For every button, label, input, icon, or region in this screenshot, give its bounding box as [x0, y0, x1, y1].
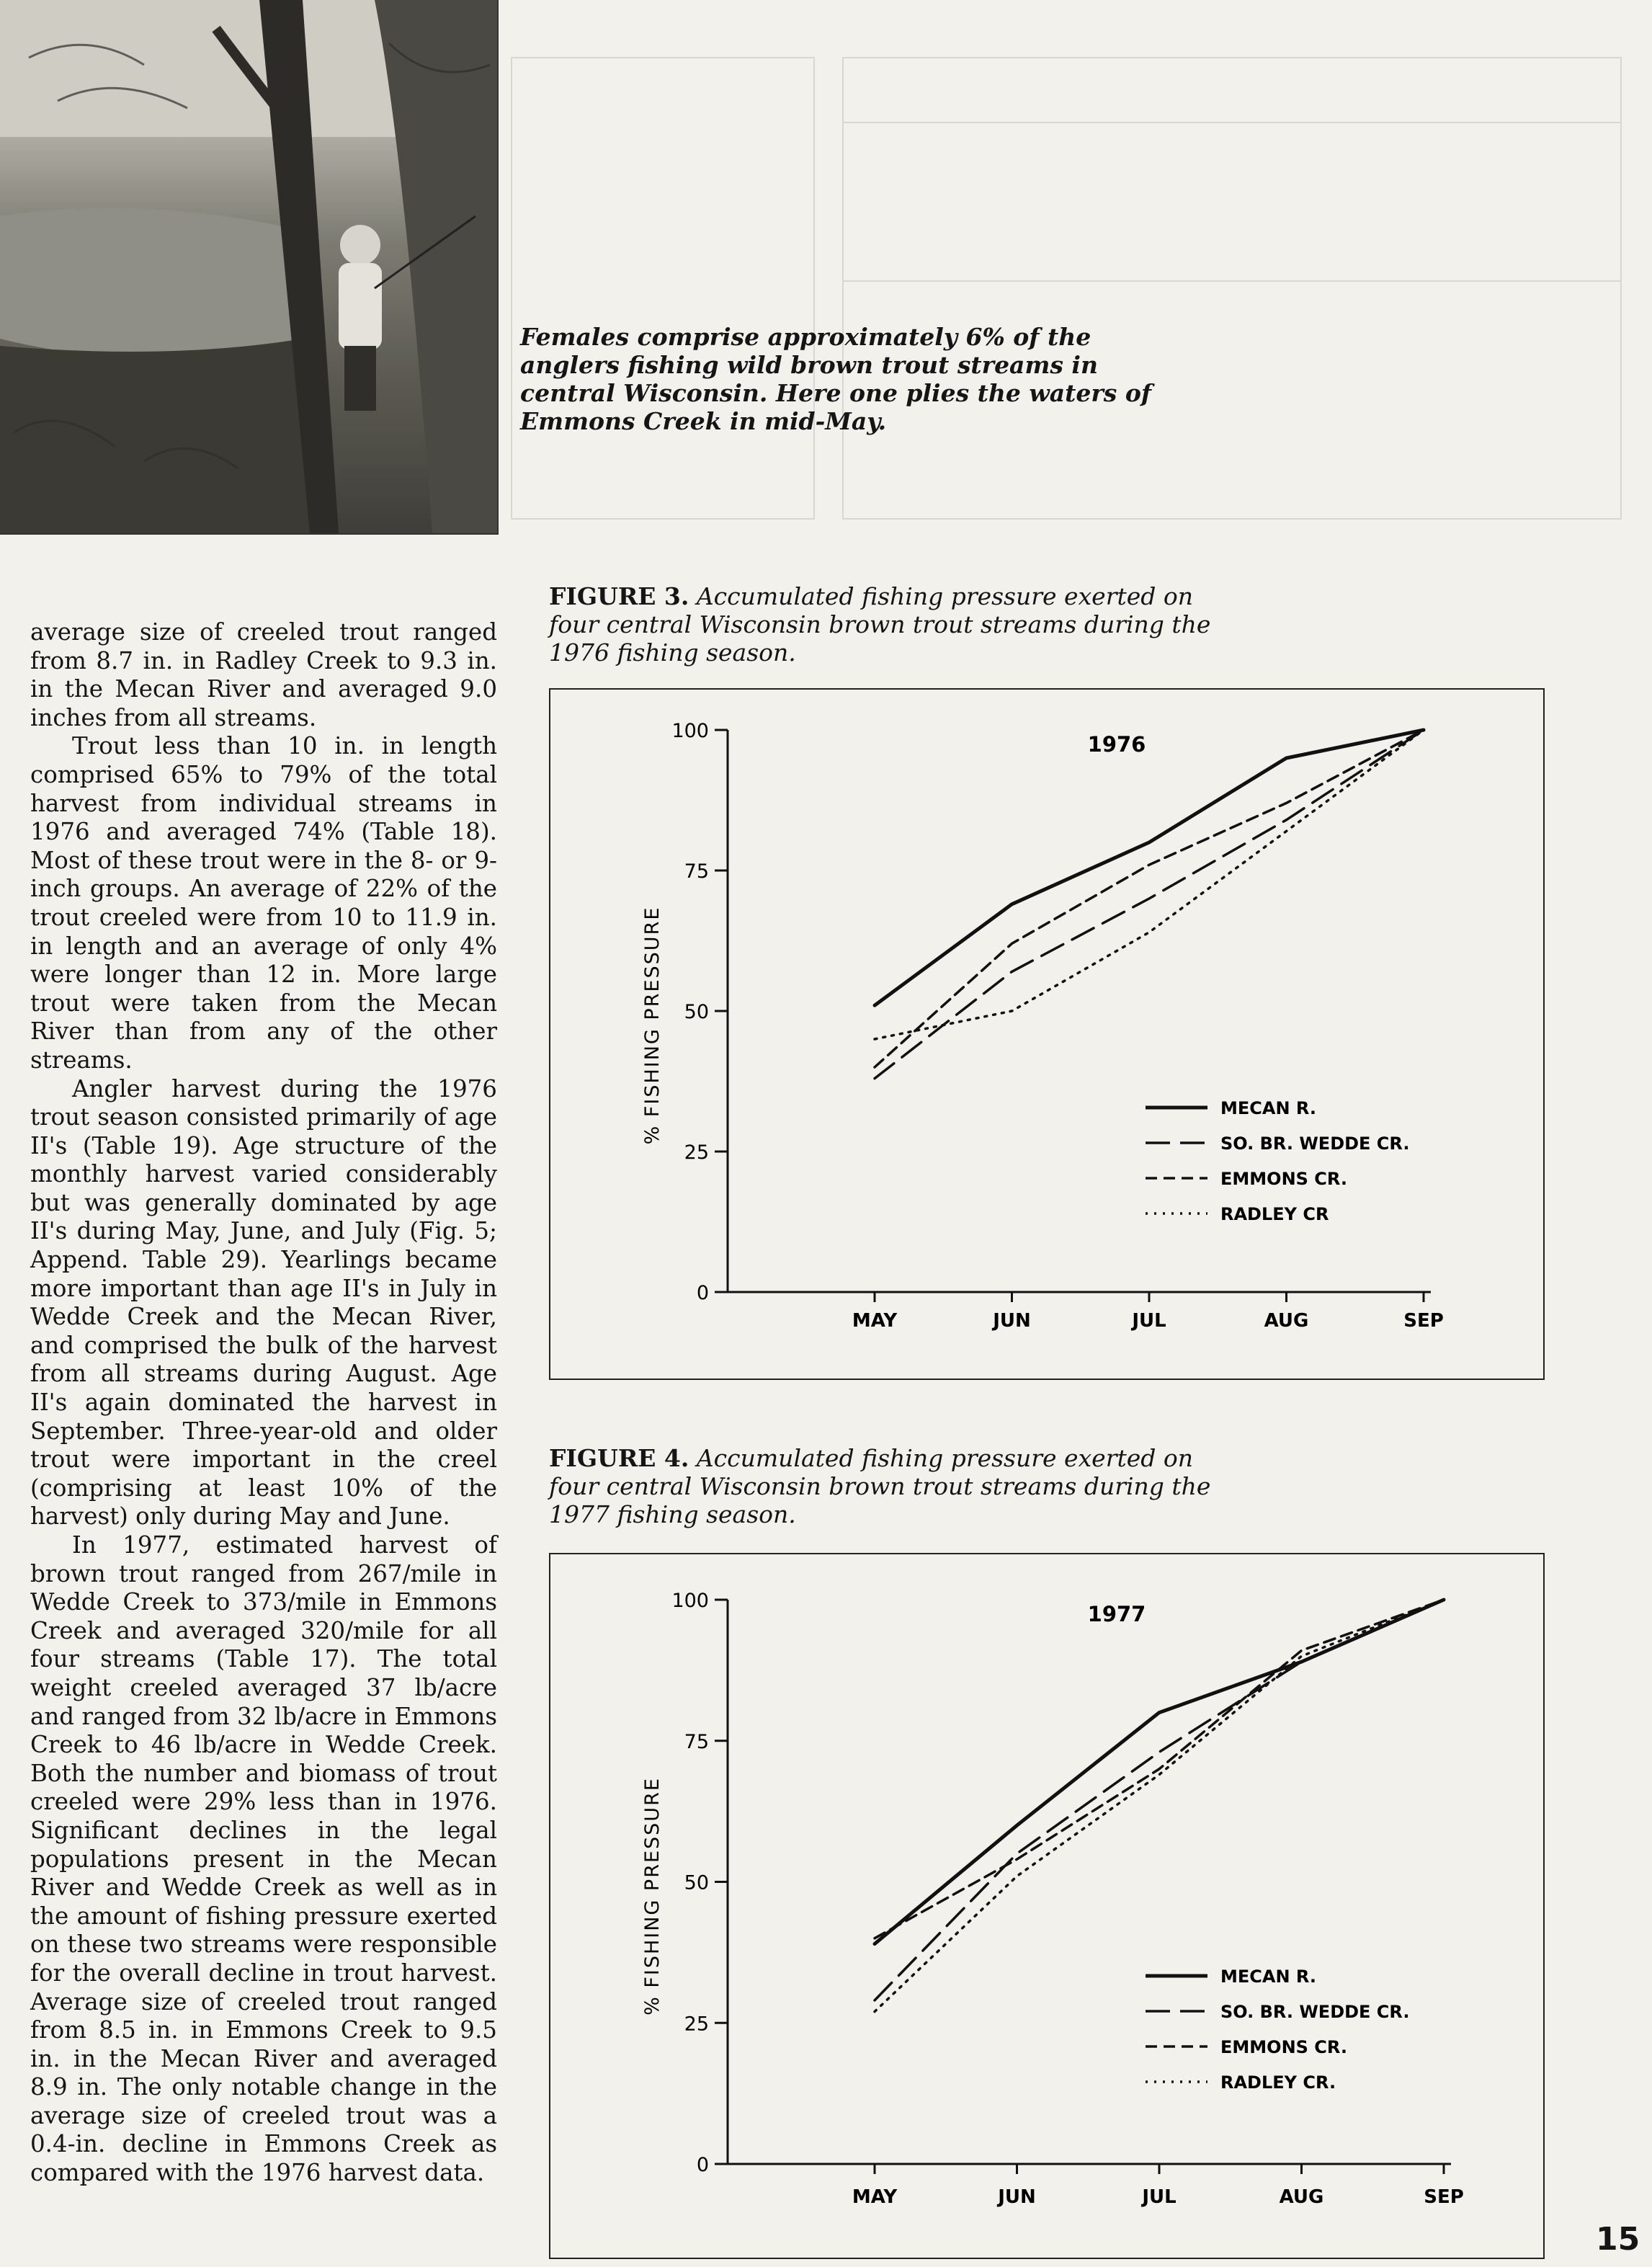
x-tick-label: JUN: [998, 2186, 1036, 2208]
chart-title: 1976: [1087, 732, 1146, 757]
series-line-4: [875, 1600, 1444, 2012]
figure-4-text: Accumulated fishing pressure exerted on four central Wisconsin brown trout streams during the 1977 fishing season.: [549, 1444, 1211, 1528]
figure-3-caption: [549, 582, 1212, 667]
photo-caption: Females comprise approximately 6% of the anglers fishing wild brown trout streams in central Wisconsin. Here one plies the waters of Emmons Creek in mid-May.: [520, 323, 1152, 435]
angler-photo-icon: [0, 0, 497, 533]
series-line-1: [875, 730, 1424, 1005]
legend-label: MECAN R.: [1220, 1967, 1316, 1987]
chart-title: 1977: [1087, 1602, 1146, 1626]
figure-3-chart: [550, 690, 1543, 1379]
y-tick-label: 25: [684, 2013, 709, 2036]
body-text-column: [30, 618, 497, 2188]
page-number: 15: [1596, 2221, 1640, 2258]
y-tick-label: 25: [684, 1141, 709, 1164]
x-tick-label: JUL: [1142, 2186, 1177, 2208]
legend-label: MECAN R.: [1220, 1098, 1316, 1118]
series-line-2: [875, 730, 1424, 1079]
y-tick-label: 100: [671, 720, 709, 742]
y-tick-label: 50: [684, 1871, 709, 1894]
figure-4-label: FIGURE 4.: [549, 1444, 689, 1472]
figure-3-text: Accumulated fishing pressure exerted on four central Wisconsin brown trout streams during the 1976 fishing season.: [549, 582, 1211, 667]
legend-label: SO. BR. WEDDE CR.: [1220, 1134, 1410, 1154]
figure-4-chart-frame: [549, 1553, 1545, 2259]
y-tick-label: 50: [684, 1001, 709, 1023]
y-axis-title: % FISHING PRESSURE: [641, 1777, 664, 2016]
y-tick-label: 75: [684, 1730, 709, 1753]
figure-3-label: FIGURE 3.: [549, 582, 689, 610]
x-tick-label: SEP: [1424, 2186, 1464, 2208]
x-tick-label: MAY: [852, 1310, 898, 1332]
legend-label: SO. BR. WEDDE CR.: [1220, 2002, 1410, 2022]
y-axis-title: % FISHING PRESSURE: [641, 906, 664, 1145]
figure-3-chart-frame: [549, 688, 1545, 1380]
body-paragraph: Angler harvest during the 1976 trout season consisted primarily of age II's (Table 19). Age structure of the monthly harvest varied considerably but was generally dominated by age II's during May, June, and July (Fig. 5; Append. Table 29). Yearlings became more important than age II's in July in Wedde Creek and the Mecan River, and comprised the bulk of the harvest from all streams during August. Age II's again dominated the harvest in September. Three-year-old and older trout were important in the creel (comprising at least 10% of the harvest) only during May and June.: [30, 1074, 497, 1531]
x-tick-label: SEP: [1403, 1310, 1444, 1332]
legend-label: EMMONS CR.: [1220, 2037, 1347, 2057]
x-tick-label: AUG: [1264, 1310, 1309, 1332]
legend-label: RADLEY CR: [1220, 1204, 1329, 1224]
figure-4-chart: [550, 1554, 1543, 2258]
y-tick-label: 0: [696, 2154, 709, 2176]
angler-photo: [0, 0, 499, 535]
series-line-2: [875, 1600, 1444, 2000]
x-tick-label: MAY: [852, 2186, 898, 2208]
x-tick-label: AUG: [1279, 2186, 1324, 2208]
y-tick-label: 75: [684, 860, 709, 883]
figure-4-caption: [549, 1444, 1212, 1528]
y-tick-label: 0: [696, 1282, 709, 1304]
body-paragraph: In 1977, estimated harvest of brown trout ranged from 267/mile in Wedde Creek to 373/mile in Emmons Creek and averaged 320/mile for all four streams (Table 17). The total weight creeled averaged 37 lb/acre and ranged from 32 lb/acre in Emmons Creek to 46 lb/acre in Wedde Creek. Both the number and biomass of trout creeled were 29% less than in 1976. Significant declines in the legal populations present in the Mecan River and Wedde Creek as well as in the amount of fishing pressure exerted on these two streams were responsible for the overall decline in trout harvest. Average size of creeled trout ranged from 8.5 in. in Emmons Creek to 9.5 in. in the Mecan River and averaged 8.9 in. The only notable change in the average size of creeled trout was a 0.4-in. decline in Emmons Creek as compared with the 1976 harvest data.: [30, 1531, 497, 2187]
y-tick-label: 100: [671, 1590, 709, 1612]
x-tick-label: JUL: [1132, 1310, 1166, 1332]
legend-label: RADLEY CR.: [1220, 2072, 1336, 2093]
body-paragraph: average size of creeled trout ranged from 8.7 in. in Radley Creek to 9.3 in. in the Mecan River and averaged 9.0 inches from all streams.: [30, 618, 497, 731]
legend-label: EMMONS CR.: [1220, 1169, 1347, 1189]
body-paragraph: Trout less than 10 in. in length comprised 65% to 79% of the total harvest from individual streams in 1976 and averaged 74% (Table 18). Most of these trout were in the 8- or 9-inch groups. An average of 22% of the trout creeled were from 10 to 11.9 in. in length and an average of only 4% were longer than 12 in. More large trout were taken from the Mecan River than from any of the other streams.: [30, 732, 497, 1074]
x-tick-label: JUN: [993, 1310, 1031, 1332]
